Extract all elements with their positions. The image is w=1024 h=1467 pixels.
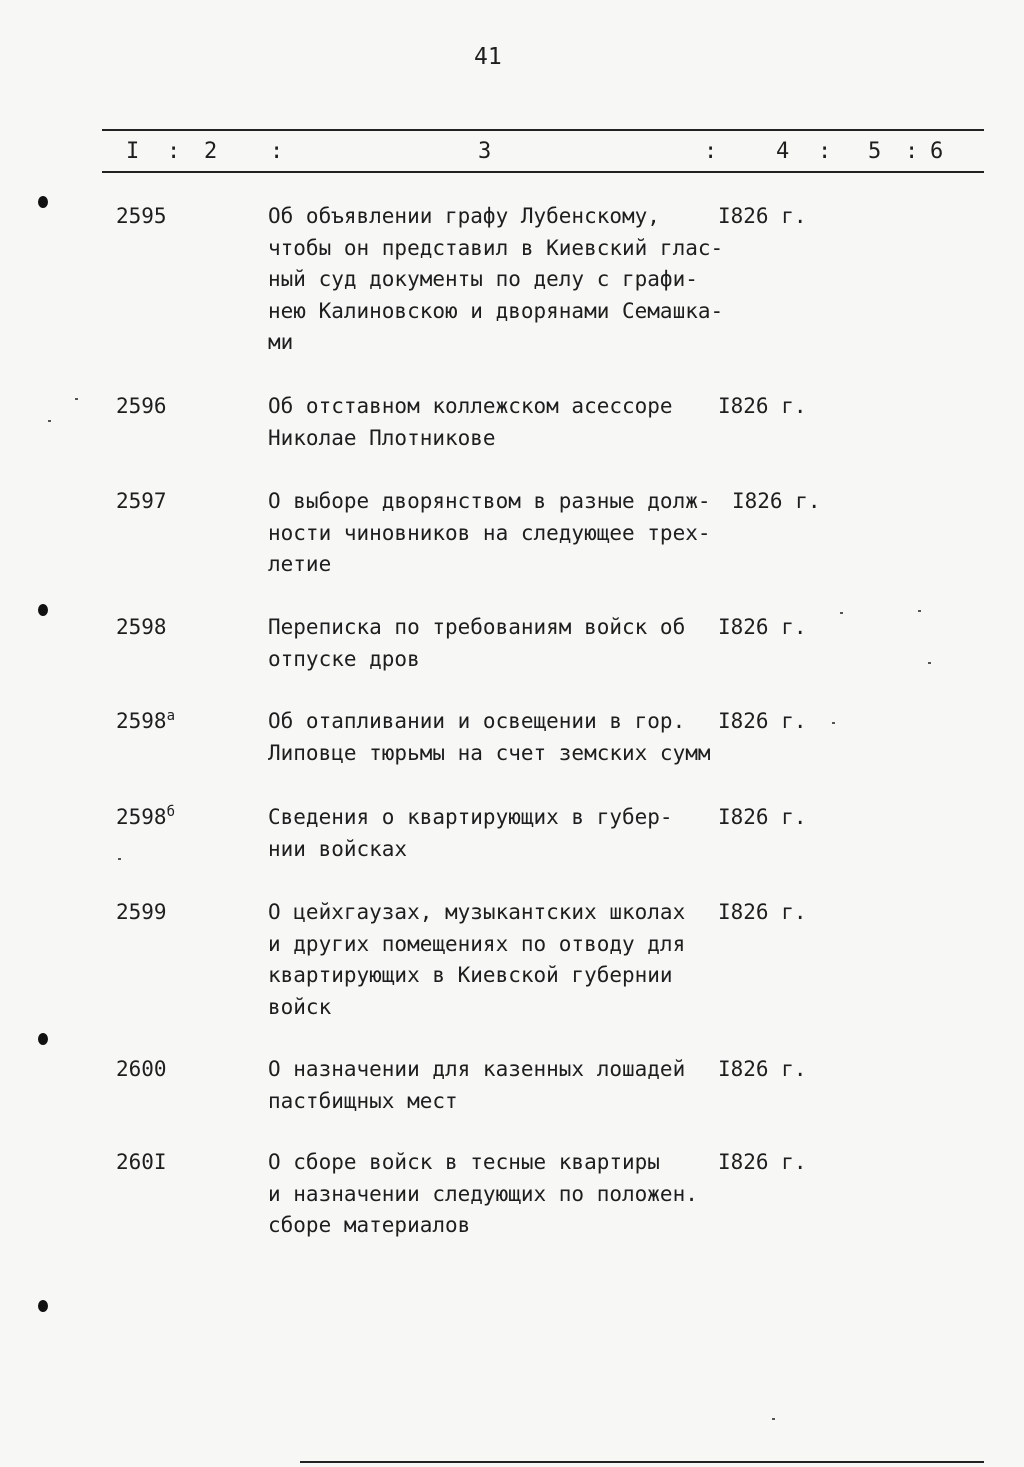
- entry-description: [268, 1147, 698, 1242]
- description-line: Переписка по требованиям войск об: [268, 615, 686, 639]
- punch-hole-mark: [38, 196, 48, 208]
- entry-number-base: 2598: [116, 709, 167, 733]
- entry-number: 2598: [116, 615, 167, 639]
- entry-year: I826 г.: [718, 805, 807, 829]
- description-line: летие: [268, 552, 332, 576]
- description-line: нею Калиновскою и дворянами Семашка-: [268, 298, 724, 323]
- header-top-rule: [102, 129, 984, 131]
- description-line: О назначении для казенных лошадей: [268, 1057, 686, 1081]
- scan-speck: [772, 1418, 775, 1420]
- entry-description: [268, 391, 673, 454]
- entry-description: [268, 897, 685, 1023]
- entry-number: 2596: [116, 394, 167, 418]
- scan-speck: [928, 662, 931, 664]
- entry-year: I826 г.: [718, 615, 807, 639]
- description-line: О цейхгаузах, музыкантских школах: [268, 900, 686, 924]
- scan-speck: [118, 858, 121, 860]
- page-number: 41: [474, 44, 502, 70]
- page-bottom-rule: [300, 1461, 984, 1463]
- scan-speck: [48, 420, 51, 422]
- entry-description: [268, 486, 711, 581]
- entry-number-suffix: а: [166, 708, 176, 724]
- entry-number: 2595: [116, 204, 167, 228]
- scan-speck: [840, 612, 843, 614]
- column-header-1: I: [126, 139, 140, 164]
- description-line: ми: [268, 330, 294, 354]
- column-header-5: 5: [868, 139, 882, 164]
- entry-year: I826 г.: [718, 709, 807, 733]
- entry-year: I826 г.: [718, 1057, 807, 1081]
- entry-number: 2600: [116, 1057, 167, 1081]
- description-line: отпуске дров: [268, 646, 420, 671]
- column-separator: :: [905, 139, 919, 164]
- column-header-4: 4: [776, 139, 790, 164]
- description-line: Об отапливании и освещении в гор.: [268, 709, 686, 733]
- description-line: Сведения о квартирующих в губер-: [268, 805, 673, 829]
- column-separator: :: [818, 139, 832, 164]
- description-line: чтобы он представил в Киевский глас-: [268, 235, 724, 260]
- description-line: квартирующих в Киевской губернии: [268, 963, 673, 987]
- description-line: сборе материалов: [268, 1213, 471, 1237]
- description-line: Липовце тюрьмы на счет земских сумм: [268, 740, 711, 765]
- entry-year: I826 г.: [718, 900, 807, 924]
- column-header-3: 3: [478, 139, 492, 164]
- column-header-2: 2: [204, 139, 218, 164]
- entry-number: 260I: [116, 1150, 167, 1174]
- description-line: Николае Плотникове: [268, 425, 496, 450]
- description-line: Об объявлении графу Лубенскому,: [268, 204, 660, 228]
- description-line: Об отставном коллежском асессоре: [268, 394, 673, 418]
- entry-description: [268, 201, 723, 359]
- column-separator: :: [270, 139, 284, 164]
- scan-speck: [832, 722, 835, 724]
- column-separator: :: [704, 139, 718, 164]
- description-line: войск: [268, 994, 332, 1019]
- entry-description: [268, 706, 711, 769]
- description-line: пастбищных мест: [268, 1088, 458, 1113]
- description-line: нии войсках: [268, 836, 408, 861]
- entry-description: [268, 802, 673, 865]
- entry-year: I826 г.: [718, 394, 807, 418]
- scan-speck: [918, 610, 921, 612]
- entry-year: I826 г.: [718, 204, 807, 228]
- column-separator: :: [167, 139, 181, 164]
- description-line: ности чиновников на следующее трех-: [268, 520, 711, 545]
- entry-number-suffix: б: [166, 804, 176, 820]
- entry-number: [116, 706, 175, 738]
- punch-hole-mark: [38, 1300, 48, 1312]
- scan-speck: [75, 398, 78, 400]
- entry-description: [268, 612, 685, 675]
- entry-number: 2599: [116, 900, 167, 924]
- entry-year: I826 г.: [718, 1150, 807, 1174]
- punch-hole-mark: [38, 1033, 48, 1045]
- description-line: и других помещениях по отводу для: [268, 931, 686, 956]
- punch-hole-mark: [38, 604, 48, 616]
- header-bottom-rule: [102, 171, 984, 173]
- entry-description: [268, 1054, 685, 1117]
- entry-number: 2597: [116, 489, 167, 513]
- description-line: О выборе дворянством в разные долж-: [268, 489, 711, 513]
- entry-number: [116, 802, 175, 834]
- description-line: и назначении следующих по положен.: [268, 1181, 698, 1206]
- description-line: О сборе войск в тесные квартиры: [268, 1150, 660, 1174]
- column-header-6: 6: [930, 139, 944, 164]
- description-line: ный суд документы по делу с графи-: [268, 267, 698, 291]
- entry-year: I826 г.: [732, 489, 821, 513]
- entry-number-base: 2598: [116, 805, 167, 829]
